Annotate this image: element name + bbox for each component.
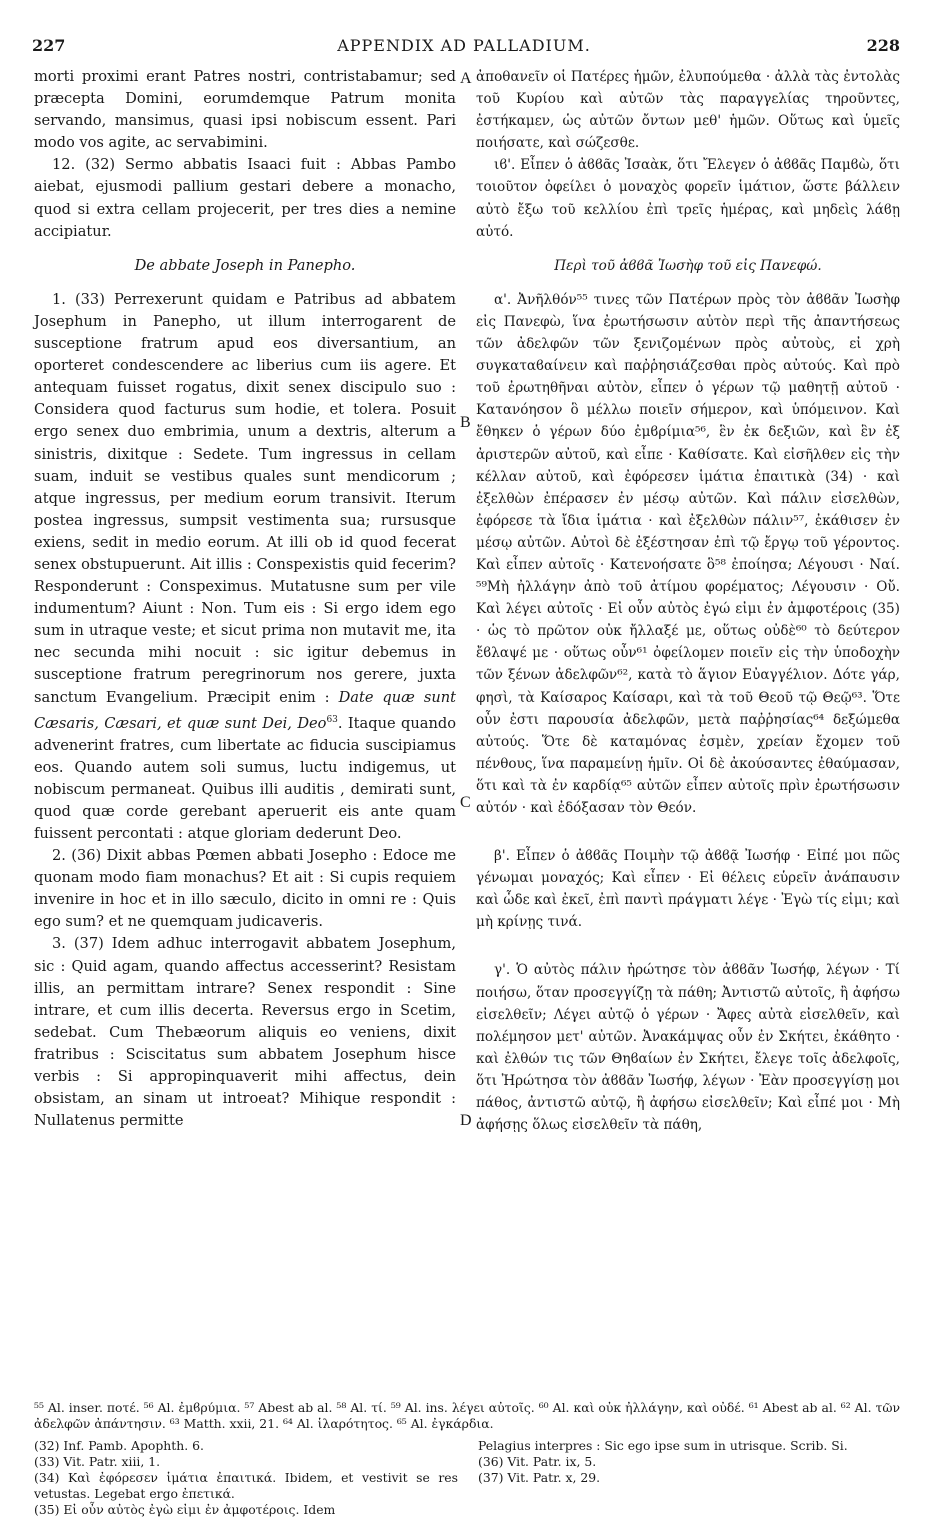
latin-scripture-quote: Date quæ sunt Cæsaris, Cæsari, et quæ sunt Dei, Deo: [34, 688, 457, 732]
latin-paragraph-5: 3. (37) Idem adhuc interrogavit abbatem Josephum, sic : Quid agam, quando affectus accesserint? Resistam illis, an permittam intrare? Senex respondit : Sine intrare, et cum illis decerta. Reversus ergo in Scetim, sedebat. Cum Thebæorum aliquis eo veniens, dixit fratribus : Sciscitatus sum abbatem Josephum hisce verbis : Si appropinquaverit mihi affectus, dein obsistam, an sinam ut introeat? Mihique respondit : Nullatenus permitte: [34, 935, 456, 1130]
page-number-right: 228: [866, 36, 900, 55]
footnotes-block: [34, 1400, 900, 1518]
greek-paragraph-2: ιϐ'. Εἶπεν ὁ ἀϐϐᾶς Ἰσαὰκ, ὅτι Ἔλεγεν ὁ ἀϐϐᾶς Παμϐὼ, ὅτι τοιοῦτον ὀφείλει ὁ μοναχὸς φορεῖν ἱμάτιον, ὥστε βάλλειν αὐτὸ ἔξω τοῦ κελλίου ἐπὶ τρεῖς ἡμέρας, καὶ μηδεὶς λάϐῃ αὐτό.: [476, 157, 900, 240]
latin-paragraph-4: 2. (36) Dixit abbas Pœmen abbati Josepho : Edoce me quonam modo fiam monachus? Et ait : Si cupis requiem invenire in hoc et in illo sæculo, dicito in omni re : Quis ego sum? et ne quemquam judicaveris.: [34, 847, 456, 931]
latin-section-heading: De abbate Joseph in Panepho.: [134, 256, 356, 274]
running-title: APPENDIX AD PALLADIUM.: [337, 36, 591, 55]
greek-gap: [476, 819, 900, 845]
note-left-item: (35) Εἰ οὖν αὐτὸς ἐγὼ εἰμι ἐν ἀμφοτέροις. Idem: [34, 1502, 336, 1517]
greek-paragraph-3: α'. Ἀνῆλθόν⁵⁵ τινες τῶν Πατέρων πρὸς τὸν ἀϐϐᾶν Ἰωσὴφ εἰς Πανεφὼ, ἵνα ἐρωτήσωσιν αὐτὸν περὶ τῆς ἀπαντήσεως τῶν ἀδελφῶν τῶν ξενιζομένων πρὸς αὐτοὺς, εἰ χρὴ συγκαταϐαίνειν καὶ παῤῥησιάζεσθαι πρὸς αὐτούς. Καὶ πρὸ τοῦ ἐρωτηθῆναι αὐτὸν, εἶπεν ὁ γέρων τῷ μαθητῇ αὐτοῦ · Κατανόησον ὃ μέλλω ποιεῖν σήμερον, καὶ ὑπόμεινον. Καὶ ἔθηκεν ὁ γέρων δύο ἐμϐρίμια⁵⁶, ἓν ἐκ δεξιῶν, καὶ ἓν ἐξ ἀριστερῶν αὐτοῦ, καὶ εἶπε · Καθίσατε. Καὶ εἰσῆλθεν εἰς τὴν κέλλαν αὐτοῦ, καὶ ἐφόρεσεν ἱμάτια ἐπαιτικὰ (34) · καὶ ἐξελθὼν ἐπέρασεν ἐν μέσῳ αὐτῶν. Καὶ πάλιν εἰσελθὼν, ἐφόρεσε τὰ ἴδια ἱμάτια · καὶ ἐξελθὼν πάλιν⁵⁷, ἐκάθισεν ἐν μέσῳ αὐτῶν. Αὐτοὶ δὲ ἐξέστησαν ἐπὶ τῷ ἔργῳ τοῦ γέροντος. Καὶ εἶπεν αὐτοῖς · Κατενοήσατε ὃ⁵⁸ ἐποίησα; Λέγουσι · Ναί. ⁵⁹Μὴ ἠλλάγην ἀπὸ τοῦ ἀτίμου φορέματος; Λέγουσιν · Οὔ. Καὶ λέγει αὐτοῖς · Εἰ οὖν αὐτὸς ἐγώ εἰμι ἐν ἀμφοτέροις (35) · ὡς τὸ πρῶτον οὐκ ἤλλαξέ με, οὕτως οὐδὲ⁶⁰ τὸ δεύτερον ἔϐλαψέ με · οὕτως οὖν⁶¹ ὀφείλομεν ποιεῖν εἰς τὴν ὑποδοχὴν τῶν ξένων ἀδελφῶν⁶², κατὰ τὸ ἅγιον Εὐαγγέλιον. Δότε γάρ, φησὶ, τὰ Καίσαρος Καίσαρι, καὶ τὰ τοῦ Θεοῦ τῷ Θεῷ⁶³. Ὅτε οὖν ἐστι παρουσία ἀδελφῶν, μετὰ παῤῥησίας⁶⁴ δεξώμεθα αὐτούς. Ὅτε δὲ καταμόνας ἐσμὲν, χρείαν ἔχομεν τοῦ πένθους, ἵνα παραμείνῃ ἡμῖν. Οἱ δὲ ἀκούσαντες ἐθαύμασαν, ὅτι καὶ τὰ ἐν καρδίᾳ⁶⁵ αὐτῶν εἶπεν αὐτοῖς πρὶν ἐρωτήσωσιν αὐτόν · καὶ ἐδόξασαν τὸν Θεόν.: [476, 291, 900, 816]
margin-letter-a: A: [460, 70, 472, 87]
note-right-item: Pelagius interpres : Sic ego ipse sum in utrisque. Scrib. Si.: [478, 1438, 848, 1453]
latin-paragraph-2: 12. (32) Sermo abbatis Isaaci fuit : Abbas Pambo aiebat, ejusmodi pallium gestari debere a monacho, quod si extra cellam projecerit, per tres dies a nemine accipiatur.: [34, 156, 456, 240]
page-header: [28, 36, 900, 58]
greek-column: [476, 66, 900, 1136]
greek-gap: [476, 933, 900, 959]
latin-note-ref: 63: [326, 714, 338, 725]
latin-column: [34, 66, 456, 1132]
greek-section-heading: Περὶ τοῦ ἀϐϐᾶ Ἰωσὴφ τοῦ εἰς Πανεφώ.: [554, 257, 822, 274]
note-left-item: (33) Vit. Patr. xiii, 1.: [34, 1454, 161, 1469]
latin-paragraph-3-end: . Itaque quando advenerint fratres, cum libertate ac fiducia suscipiamus eos. Quando autem soli sumus, luctu indigemus, ut nobiscum permaneat. Quibus illi auditis , demirati sunt, quod quæ corde gerebant aperuerit eis ante quam fuissent percontati : atque gloriam dederunt Deo.: [34, 714, 456, 842]
variant-footnotes: ⁵⁵ Al. inser. ποτέ. ⁵⁶ Al. ἐμϐρύμια. ⁵⁷ Abest ab al. ⁵⁸ Al. τί. ⁵⁹ Al. ins. λέγει αὐτοῖς. ⁶⁰ Al. καὶ οὐκ ἠλλάγην, καὶ οὐδέ. ⁶¹ Abest ab al. ⁶² Al. τῶν ἀδελφῶν ἀπάντησιν. ⁶³ Matth. xxii, 21. ⁶⁴ Al. ἱλαρότητος. ⁶⁵ Al. ἐγκάρδια.: [34, 1400, 900, 1431]
note-right-item: (37) Vit. Patr. x, 29.: [478, 1470, 601, 1485]
greek-paragraph-1: ἀποθανεῖν οἱ Πατέρες ἡμῶν, ἐλυπούμεθα · ἀλλὰ τὰς ἐντολὰς τοῦ Κυρίου καὶ αὐτῶν τὰς παραγγελίας τηροῦντες, ἐστήκαμεν, ὡς αὐτῶν ὄντων μεθ' ἡμῶν. Οὕτως καὶ ὑμεῖς ποιήσατε, καὶ σώζεσθε.: [476, 69, 900, 152]
latin-paragraph-3-text: 1. (33) Perrexerunt quidam e Patribus ad abbatem Josephum in Panepho, ut illum interrogarent de susceptione fratrum apud eos diversantium, an oporteret condescendere ac liberius cum iis agere. Et antequam fuisset rogatus, dixit senex discipulo suo : Considera quod facturus sum hodie, et tolera. Posuit ergo senex duo embrimia, unum a dextris, alterum a sinistris, dixitque : Sedete. Tum ingressus in cellam suam, induit se vestibus quales sunt mendicorum ; atque ingressus, per medium eorum transivit. Iterum postea ingressus, sumpsit vestimenta sua; rursusque exiens, sedit in medio eorum. At illi ob id quod fecerat senex obstupuerunt. Ait illis : Conspexistis quid fecerim? Responderunt : Conspeximus. Mutatusne sum per vile indumentum? Aiunt : Non. Tum eis : Si ergo idem ego sum in utraque veste; et sicut prima non mutavit me, ita nec secunda mihi nocuit : sic igitur debemus in susceptione fratrum peregrinorum nos gerere, juxta sanctum Evangelium. Præcipit enim :: [34, 290, 456, 706]
notes-right: [478, 1438, 900, 1518]
note-right-item: (36) Vit. Patr. ix, 5.: [478, 1454, 597, 1469]
margin-letter-d: D: [460, 1112, 472, 1129]
margin-letter-b: B: [460, 414, 471, 431]
greek-paragraph-4: β'. Εἶπεν ὁ ἀϐϐᾶς Ποιμὴν τῷ ἀϐϐᾷ Ἰωσήφ · Εἰπέ μοι πῶς γένωμαι μοναχός; Καὶ εἶπεν · Εἰ θέλεις εὑρεῖν ἀνάπαυσιν καὶ ὧδε καὶ ἐκεῖ, ἐπὶ παντὶ πράγματι λέγε · Ἐγὼ τίς εἰμι; καὶ μὴ κρίνῃς τινά.: [476, 848, 900, 931]
notes-left: [34, 1438, 458, 1518]
margin-letter-c: C: [460, 794, 471, 811]
page-number-left: 227: [32, 36, 66, 55]
note-left-item: (32) Inf. Pamb. Apophth. 6.: [34, 1438, 204, 1453]
latin-paragraph-3: [34, 289, 456, 845]
latin-paragraph-1: morti proximi erant Patres nostri, contristabamur; sed præcepta Domini, eorumdemque Patrum monita servando, mansimus, quasi ipsi nobiscum essent. Pari modo vos agite, ac servabimini.: [34, 68, 456, 152]
greek-paragraph-5: γ'. Ὁ αὐτὸς πάλιν ἠρώτησε τὸν ἀϐϐᾶν Ἰωσήφ, λέγων · Τί ποιήσω, ὅταν προσεγγίζῃ τὰ πάθη; Ἀντιστῶ αὐτοῖς, ἢ ἀφήσω εἰσελθεῖν; Λέγει αὐτῷ ὁ γέρων · Ἄφες αὐτὰ εἰσελθεῖν, καὶ πολέμησον μετ' αὐτῶν. Ἀνακάμψας οὖν ἐν Σκήτει, ἐκάθητο · καὶ ἐλθών τις τῶν Θηϐαίων ἐν Σκήτει, ἔλεγε τοῖς ἀδελφοῖς, ὅτι Ἠρώτησα τὸν ἀϐϐᾶν Ἰωσήφ, λέγων · Ἐὰν προσεγγίσῃ μοι πάθος, ἀντιστῶ αὐτῷ, ἢ ἀφήσω εἰσελθεῖν; Καὶ εἶπέ μοι · Μὴ ἀφήσῃς ὅλως εἰσελθεῖν τὰ πάθη,: [476, 962, 900, 1134]
note-left-item: (34) Καὶ ἐφόρεσεν ἱμάτια ἐπαιτικά. Ibidem, et vestivit se res vetustas. Legebat ergo ἐπετικά.: [34, 1470, 458, 1501]
